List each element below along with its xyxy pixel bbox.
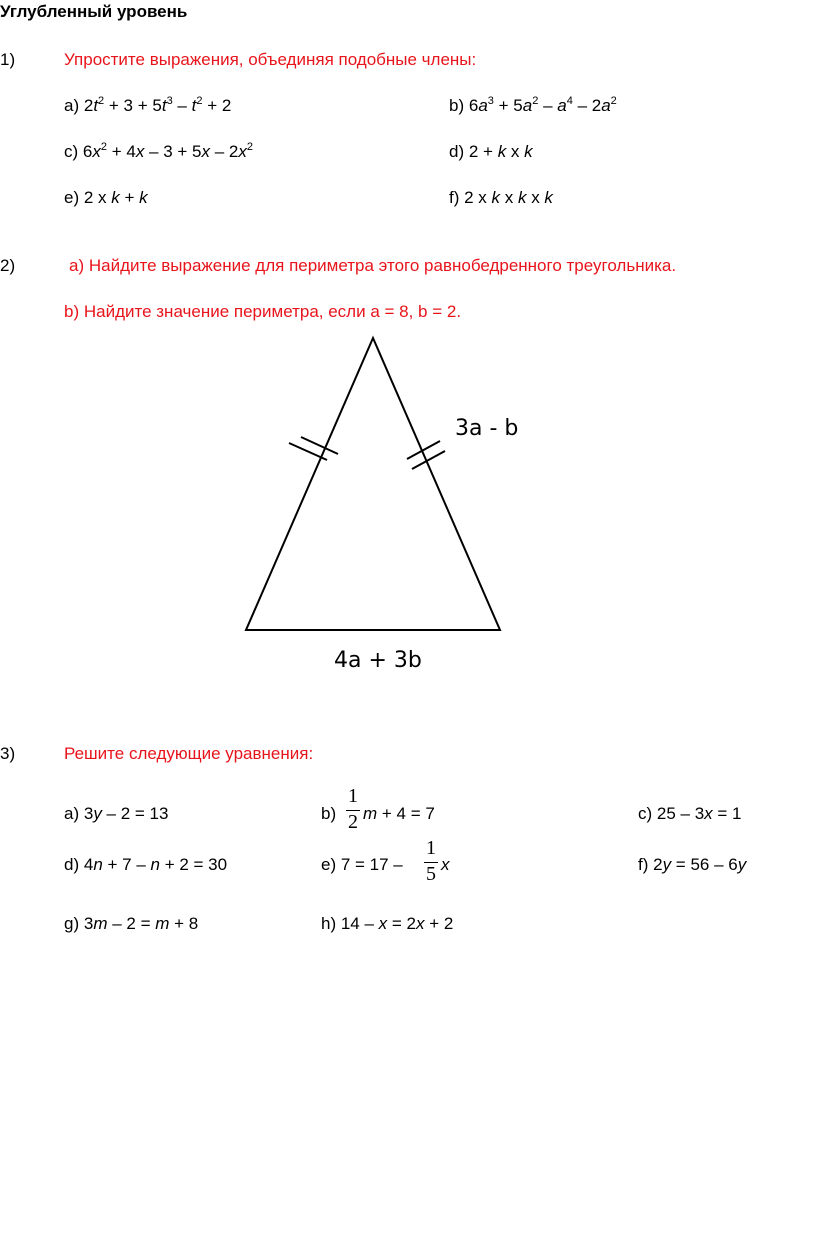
task1-expression-a: a) $2t^2 + 3 + 5t^3 - t^2 + 2$ [64, 95, 232, 115]
equation-b-label: b) [321, 804, 337, 823]
task1-expression-f: f) 2 x k x k x k [449, 188, 553, 207]
triangle-base-label: 4a + 3b [334, 648, 422, 673]
task1-expression-d: d) 2 + k x k [449, 142, 533, 161]
page-title: Углубленный уровень [0, 2, 188, 21]
right-side-equal-tick-marks [407, 441, 445, 469]
equation-b-fraction: 1 2 [348, 785, 358, 833]
task1-number: 1) [0, 50, 16, 69]
task1-expression-e: e) 2 x k + k [64, 188, 148, 207]
equation-d: d) 4n + 7 – n + 2 = 30 [64, 855, 228, 874]
equation-e-variable: x [441, 855, 450, 874]
equation-g: g) 3m – 2 = m + 8 [64, 914, 199, 933]
task1-instruction: Упростите выражения, объединяя подобные члены: [64, 50, 477, 69]
equation-e-fraction: 1 5 [426, 837, 436, 885]
task2-question-a: a) Найдите выражение для периметра этого равнобедренного треугольника. [69, 256, 677, 275]
triangle-side-label: 3a - b [455, 416, 519, 441]
equation-h: h) 14 – x = 2x + 2 [321, 914, 454, 933]
task3-number: 3) [0, 744, 16, 763]
triangle-outline [246, 338, 500, 630]
task2-number: 2) [0, 256, 16, 275]
task1-expression-c: c) $6x^2 + 4x - 3 + 5x - 2x^2$ [64, 141, 253, 161]
equation-b-rest: m + 4 = 7 [363, 804, 435, 823]
left-side-equal-tick-marks [289, 437, 338, 460]
task2-question-b: b) Найдите значение периметра, если a = 8, b = 2. [64, 302, 462, 321]
equation-f: f) 2y = 56 – 6y [638, 855, 747, 874]
task1-expression-b: b) $6a^3 + 5a^2 - a^4 - 2a^2$ [449, 95, 617, 115]
equation-e-start: e) 7 = 17 – [321, 855, 403, 874]
equation-c: c) 25 – 3x = 1 [638, 804, 742, 823]
task3-instruction: Решите следующие уравнения: [64, 744, 314, 763]
equation-a: a) 3y – 2 = 13 [64, 804, 169, 823]
